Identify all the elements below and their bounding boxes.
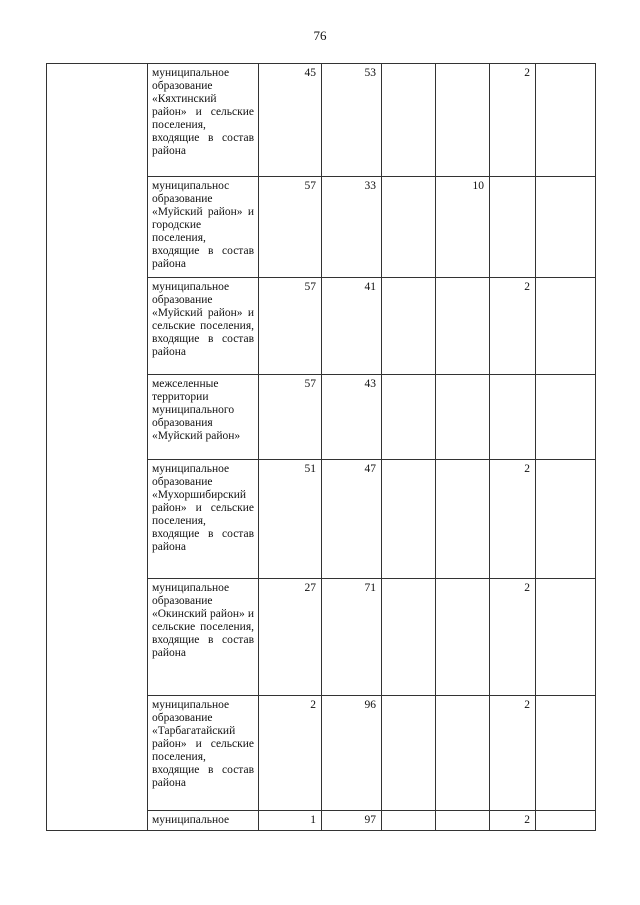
value-cell-c2: 41 [322, 278, 382, 375]
value-cell-c5: 2 [490, 811, 536, 831]
value-cell-c4: 10 [436, 177, 490, 278]
value-cell-c5: 2 [490, 696, 536, 811]
empty-first-column-cell [47, 64, 148, 831]
value-cell-c3 [382, 375, 436, 460]
value-cell-c1: 45 [259, 64, 322, 177]
value-cell-c5 [490, 177, 536, 278]
value-cell-c4 [436, 64, 490, 177]
municipality-name-cell: муниципальное образование «Тарбагатайский район» и сельские поселения, входящие в состав района [148, 696, 259, 811]
page-number: 76 [313, 28, 327, 43]
municipality-name-cell: муниципальное образование «Муйский район» и сельские поселения, входящие в состав района [148, 278, 259, 375]
municipality-name-cell: межселенные территории муниципального образования «Муйский район» [148, 375, 259, 460]
value-cell-c4 [436, 696, 490, 811]
value-cell-c1: 57 [259, 177, 322, 278]
value-cell-c3 [382, 579, 436, 696]
value-cell-c2: 33 [322, 177, 382, 278]
value-cell-c1: 57 [259, 375, 322, 460]
municipality-name-cell: муниципальное образование «Мухоршибирский район» и сельские поселения, входящие в состав района [148, 460, 259, 579]
value-cell-c4 [436, 811, 490, 831]
value-cell-c6 [536, 811, 596, 831]
value-cell-c5: 2 [490, 579, 536, 696]
value-cell-c1: 1 [259, 811, 322, 831]
table-row [47, 64, 596, 177]
value-cell-c3 [382, 64, 436, 177]
municipality-name-cell: муниципальнос образование «Муйский район» и городские поселения, входящие в состав района [148, 177, 259, 278]
value-cell-c6 [536, 375, 596, 460]
value-cell-c6 [536, 64, 596, 177]
value-cell-c1: 2 [259, 696, 322, 811]
value-cell-c6 [536, 579, 596, 696]
value-cell-c6 [536, 278, 596, 375]
municipality-name-cell: муниципальное [148, 811, 259, 831]
data-table [46, 63, 596, 831]
value-cell-c5: 2 [490, 460, 536, 579]
value-cell-c4 [436, 375, 490, 460]
value-cell-c1: 27 [259, 579, 322, 696]
value-cell-c2: 71 [322, 579, 382, 696]
value-cell-c2: 53 [322, 64, 382, 177]
value-cell-c3 [382, 278, 436, 375]
value-cell-c3 [382, 811, 436, 831]
value-cell-c4 [436, 460, 490, 579]
value-cell-c2: 96 [322, 696, 382, 811]
value-cell-c6 [536, 177, 596, 278]
value-cell-c5 [490, 375, 536, 460]
value-cell-c5: 2 [490, 64, 536, 177]
value-cell-c2: 43 [322, 375, 382, 460]
municipality-name-cell: муниципальное образование «Кяхтинский район» и сельские поселения, входящие в состав района [148, 64, 259, 177]
value-cell-c1: 57 [259, 278, 322, 375]
value-cell-c4 [436, 579, 490, 696]
value-cell-c3 [382, 460, 436, 579]
value-cell-c5: 2 [490, 278, 536, 375]
value-cell-c3 [382, 696, 436, 811]
value-cell-c6 [536, 696, 596, 811]
value-cell-c4 [436, 278, 490, 375]
value-cell-c3 [382, 177, 436, 278]
municipality-name-cell: муниципальное образование «Окинский район» и сельские поселения, входящие в состав района [148, 579, 259, 696]
value-cell-c6 [536, 460, 596, 579]
value-cell-c2: 47 [322, 460, 382, 579]
value-cell-c1: 51 [259, 460, 322, 579]
value-cell-c2: 97 [322, 811, 382, 831]
